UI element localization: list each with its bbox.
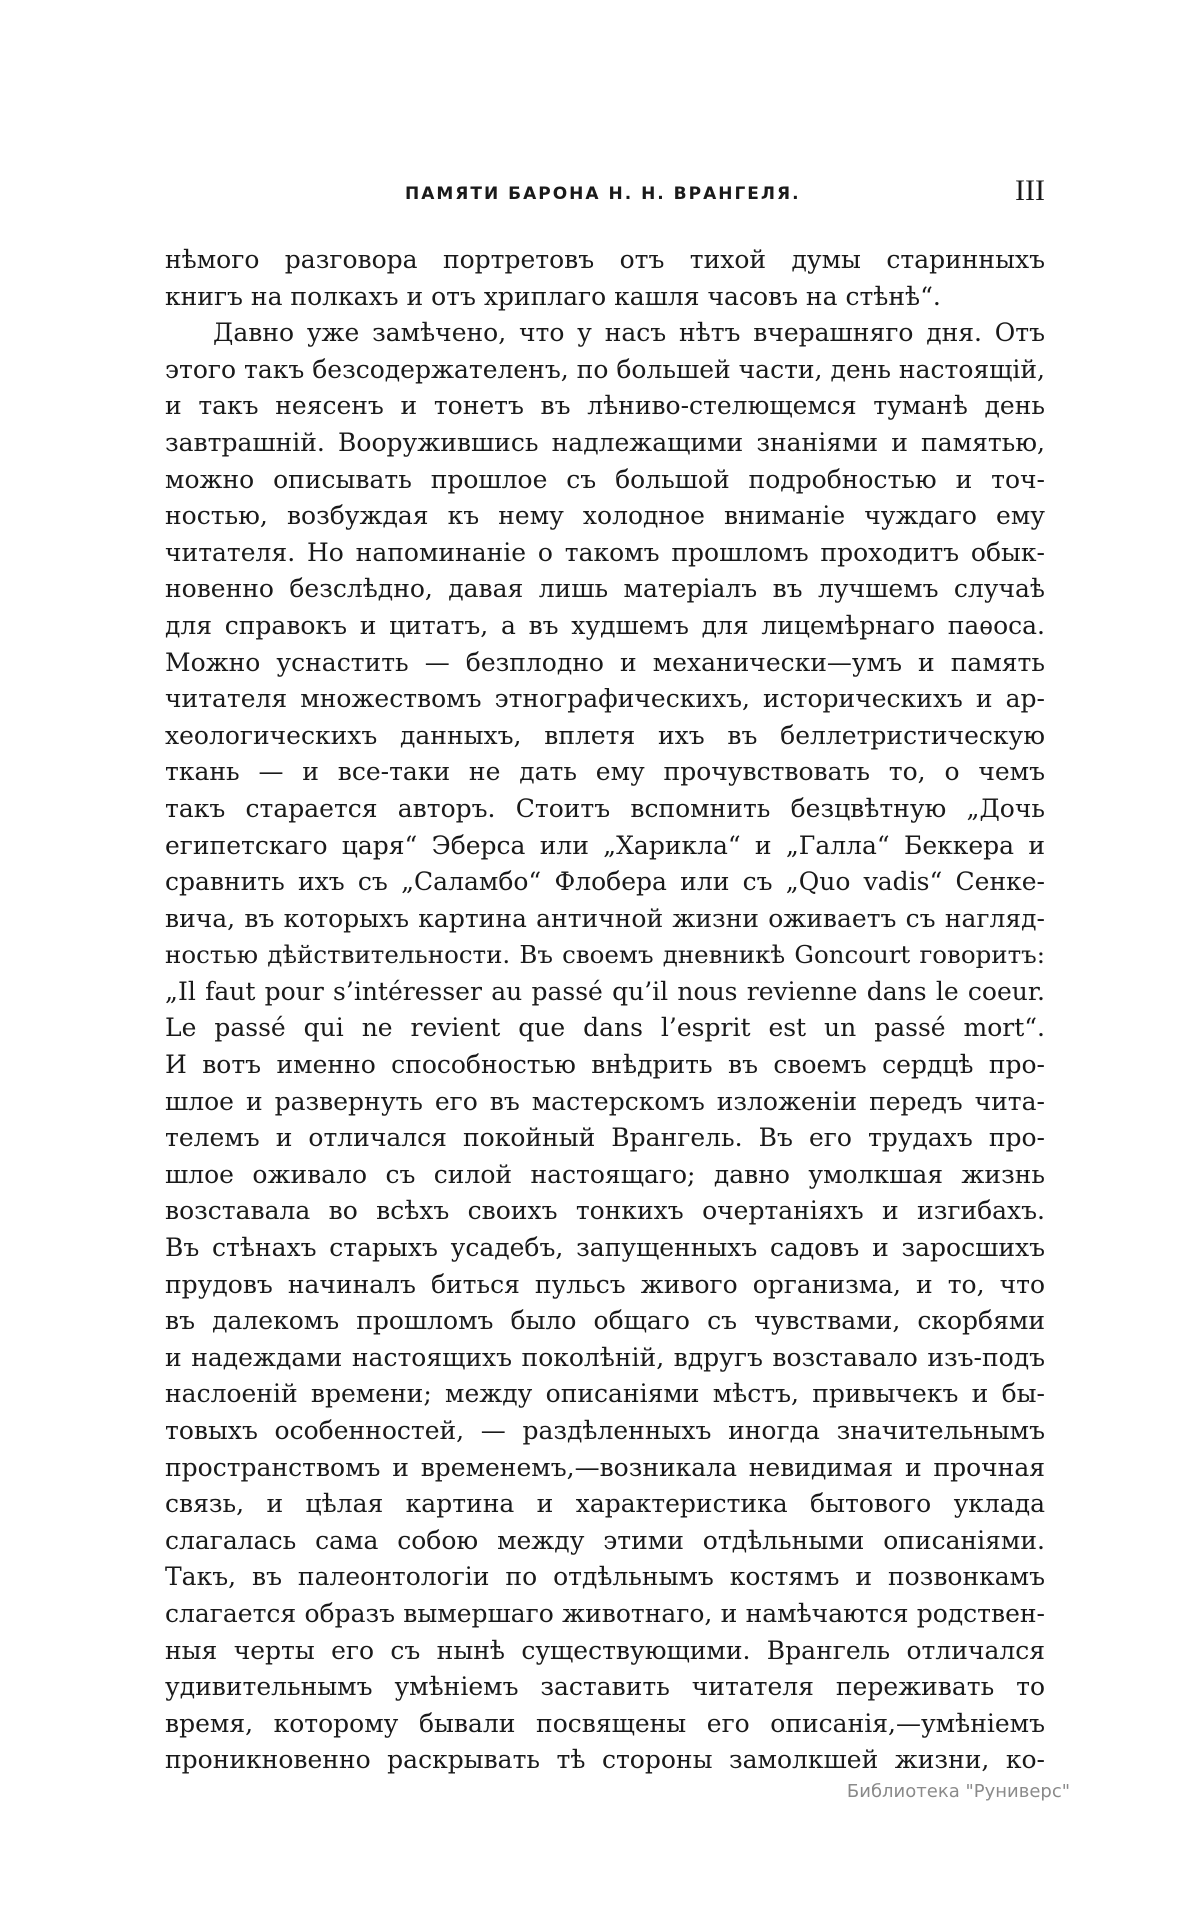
text-line: связь, и цѣлая картина и характеристика бытового уклада — [165, 1489, 1045, 1519]
text-line: сравнить ихъ съ „Саламбо“ Флобера или съ „Quo vadis“ Сенке- — [165, 867, 1045, 897]
text-line: шлое и развернуть его въ мастерскомъ изложеніи передъ чита- — [165, 1086, 1045, 1116]
text-line: читателя множествомъ этнографическихъ, историческихъ и ар- — [165, 684, 1045, 714]
text-line: пространствомъ и временемъ,—возникала невидимая и прочная — [165, 1452, 1045, 1482]
text-line: нѣмого разговора портретовъ отъ тихой думы старинныхъ — [165, 245, 1045, 274]
text-line: время, которому бывали посвящены его описанія,—умѣніемъ — [165, 1708, 1045, 1738]
library-watermark: Библиотека "Руниверс" — [846, 1781, 1070, 1802]
text-line: завтрашній. Вооружившись надлежащими знаніями и памятью, — [165, 427, 1045, 457]
paragraph-start-line: Давно уже замѣчено, что у насъ нѣтъ вчерашняго дня. Отъ — [213, 318, 1045, 348]
text-line: и такъ неясенъ и тонетъ въ лѣниво-стелющемся туманѣ день — [165, 391, 1045, 421]
text-line: можно описывать прошлое съ большой подробностью и точ- — [165, 464, 1045, 494]
text-line: наслоеній времени; между описаніями мѣстъ, привычекъ и бы- — [165, 1379, 1045, 1409]
body-text — [165, 242, 1045, 1779]
text-line: удивительнымъ умѣніемъ заставить читателя переживать то — [165, 1672, 1045, 1702]
text-line: хеологическихъ данныхъ, вплетя ихъ въ беллетристическую — [165, 720, 1045, 750]
text-line: для справокъ и цитатъ, а въ худшемъ для лицемѣрнаго паѳоса. — [165, 610, 1045, 640]
text-line: этого такъ безсодержателенъ, по большей части, день настоящій, — [165, 354, 1045, 384]
text-line: телемъ и отличался покойный Врангель. Въ его трудахъ про- — [165, 1123, 1045, 1153]
text-line: слагалась сама собою между этими отдѣльными описаніями. — [165, 1525, 1045, 1555]
text-line: Такъ, въ палеонтологіи по отдѣльнымъ костямъ и позвонкамъ — [165, 1562, 1045, 1592]
text-line: возставала во всѣхъ своихъ тонкихъ очертаніяхъ и изгибахъ. — [165, 1196, 1045, 1226]
text-line: слагается образъ вымершаго животнаго, и намѣчаются родствен- — [165, 1598, 1045, 1628]
text-line: и надеждами настоящихъ поколѣній, вдругъ возставало изъ-подъ — [165, 1342, 1045, 1372]
text-line: египетскаго царя“ Эберса или „Харикла“ и „Галла“ Беккера и — [165, 830, 1045, 860]
text-line: „Il faut pour s’intéresser au passé qu’il nous revienne dans le coeur. — [165, 976, 1045, 1006]
text-line: И вотъ именно способностью внѣдрить въ своемъ сердцѣ про- — [165, 1050, 1045, 1080]
text-line: вича, въ которыхъ картина античной жизни оживаетъ съ нагляд- — [165, 903, 1045, 933]
text-line: шлое оживало съ силой настоящаго; давно умолкшая жизнь — [165, 1159, 1045, 1189]
text-line: Можно уснастить — безплодно и механически—умъ и память — [165, 647, 1045, 677]
text-line: товыхъ особенностей, — раздѣленныхъ иногда значительнымъ — [165, 1416, 1045, 1445]
text-line: книгъ на полкахъ и отъ хриплаго кашля часовъ на стѣнѣ“. — [165, 281, 941, 311]
text-line: такъ старается авторъ. Стоитъ вспомнить безцвѣтную „Дочь — [165, 793, 1045, 823]
text-line: новенно безслѣдно, давая лишь матеріалъ въ лучшемъ случаѣ — [165, 574, 1045, 604]
text-line: ныя черты его съ нынѣ существующими. Врангель отличался — [165, 1635, 1045, 1665]
text-line: Въ стѣнахъ старыхъ усадебъ, запущенныхъ садовъ и заросшихъ — [165, 1233, 1045, 1263]
text-line: ткань — и все-таки не дать ему прочувствовать то, о чемъ — [165, 757, 1045, 787]
text-line: ностью дѣйствительности. Въ своемъ дневникѣ Goncourt говоритъ: — [165, 940, 1045, 970]
text-line: Le passé qui ne revient que dans l’esprit est un passé mort“. — [165, 1013, 1045, 1043]
text-line: прудовъ начиналъ биться пульсъ живого организма, и то, что — [165, 1269, 1045, 1299]
running-header — [165, 174, 1045, 218]
text-line: читателя. Но напоминаніе о такомъ прошломъ проходитъ обык- — [165, 537, 1045, 567]
text-line: ностью, возбуждая къ нему холодное вниманіе чуждаго ему — [165, 501, 1045, 531]
text-line: проникновенно раскрывать тѣ стороны замолкшей жизни, ко- — [165, 1745, 1045, 1775]
page-number: III — [1015, 174, 1045, 207]
running-title: ПАМЯТИ БАРОНА Н. Н. ВРАНГЕЛЯ. — [405, 184, 801, 204]
text-line: въ далекомъ прошломъ было общаго съ чувствами, скорбями — [165, 1306, 1045, 1336]
